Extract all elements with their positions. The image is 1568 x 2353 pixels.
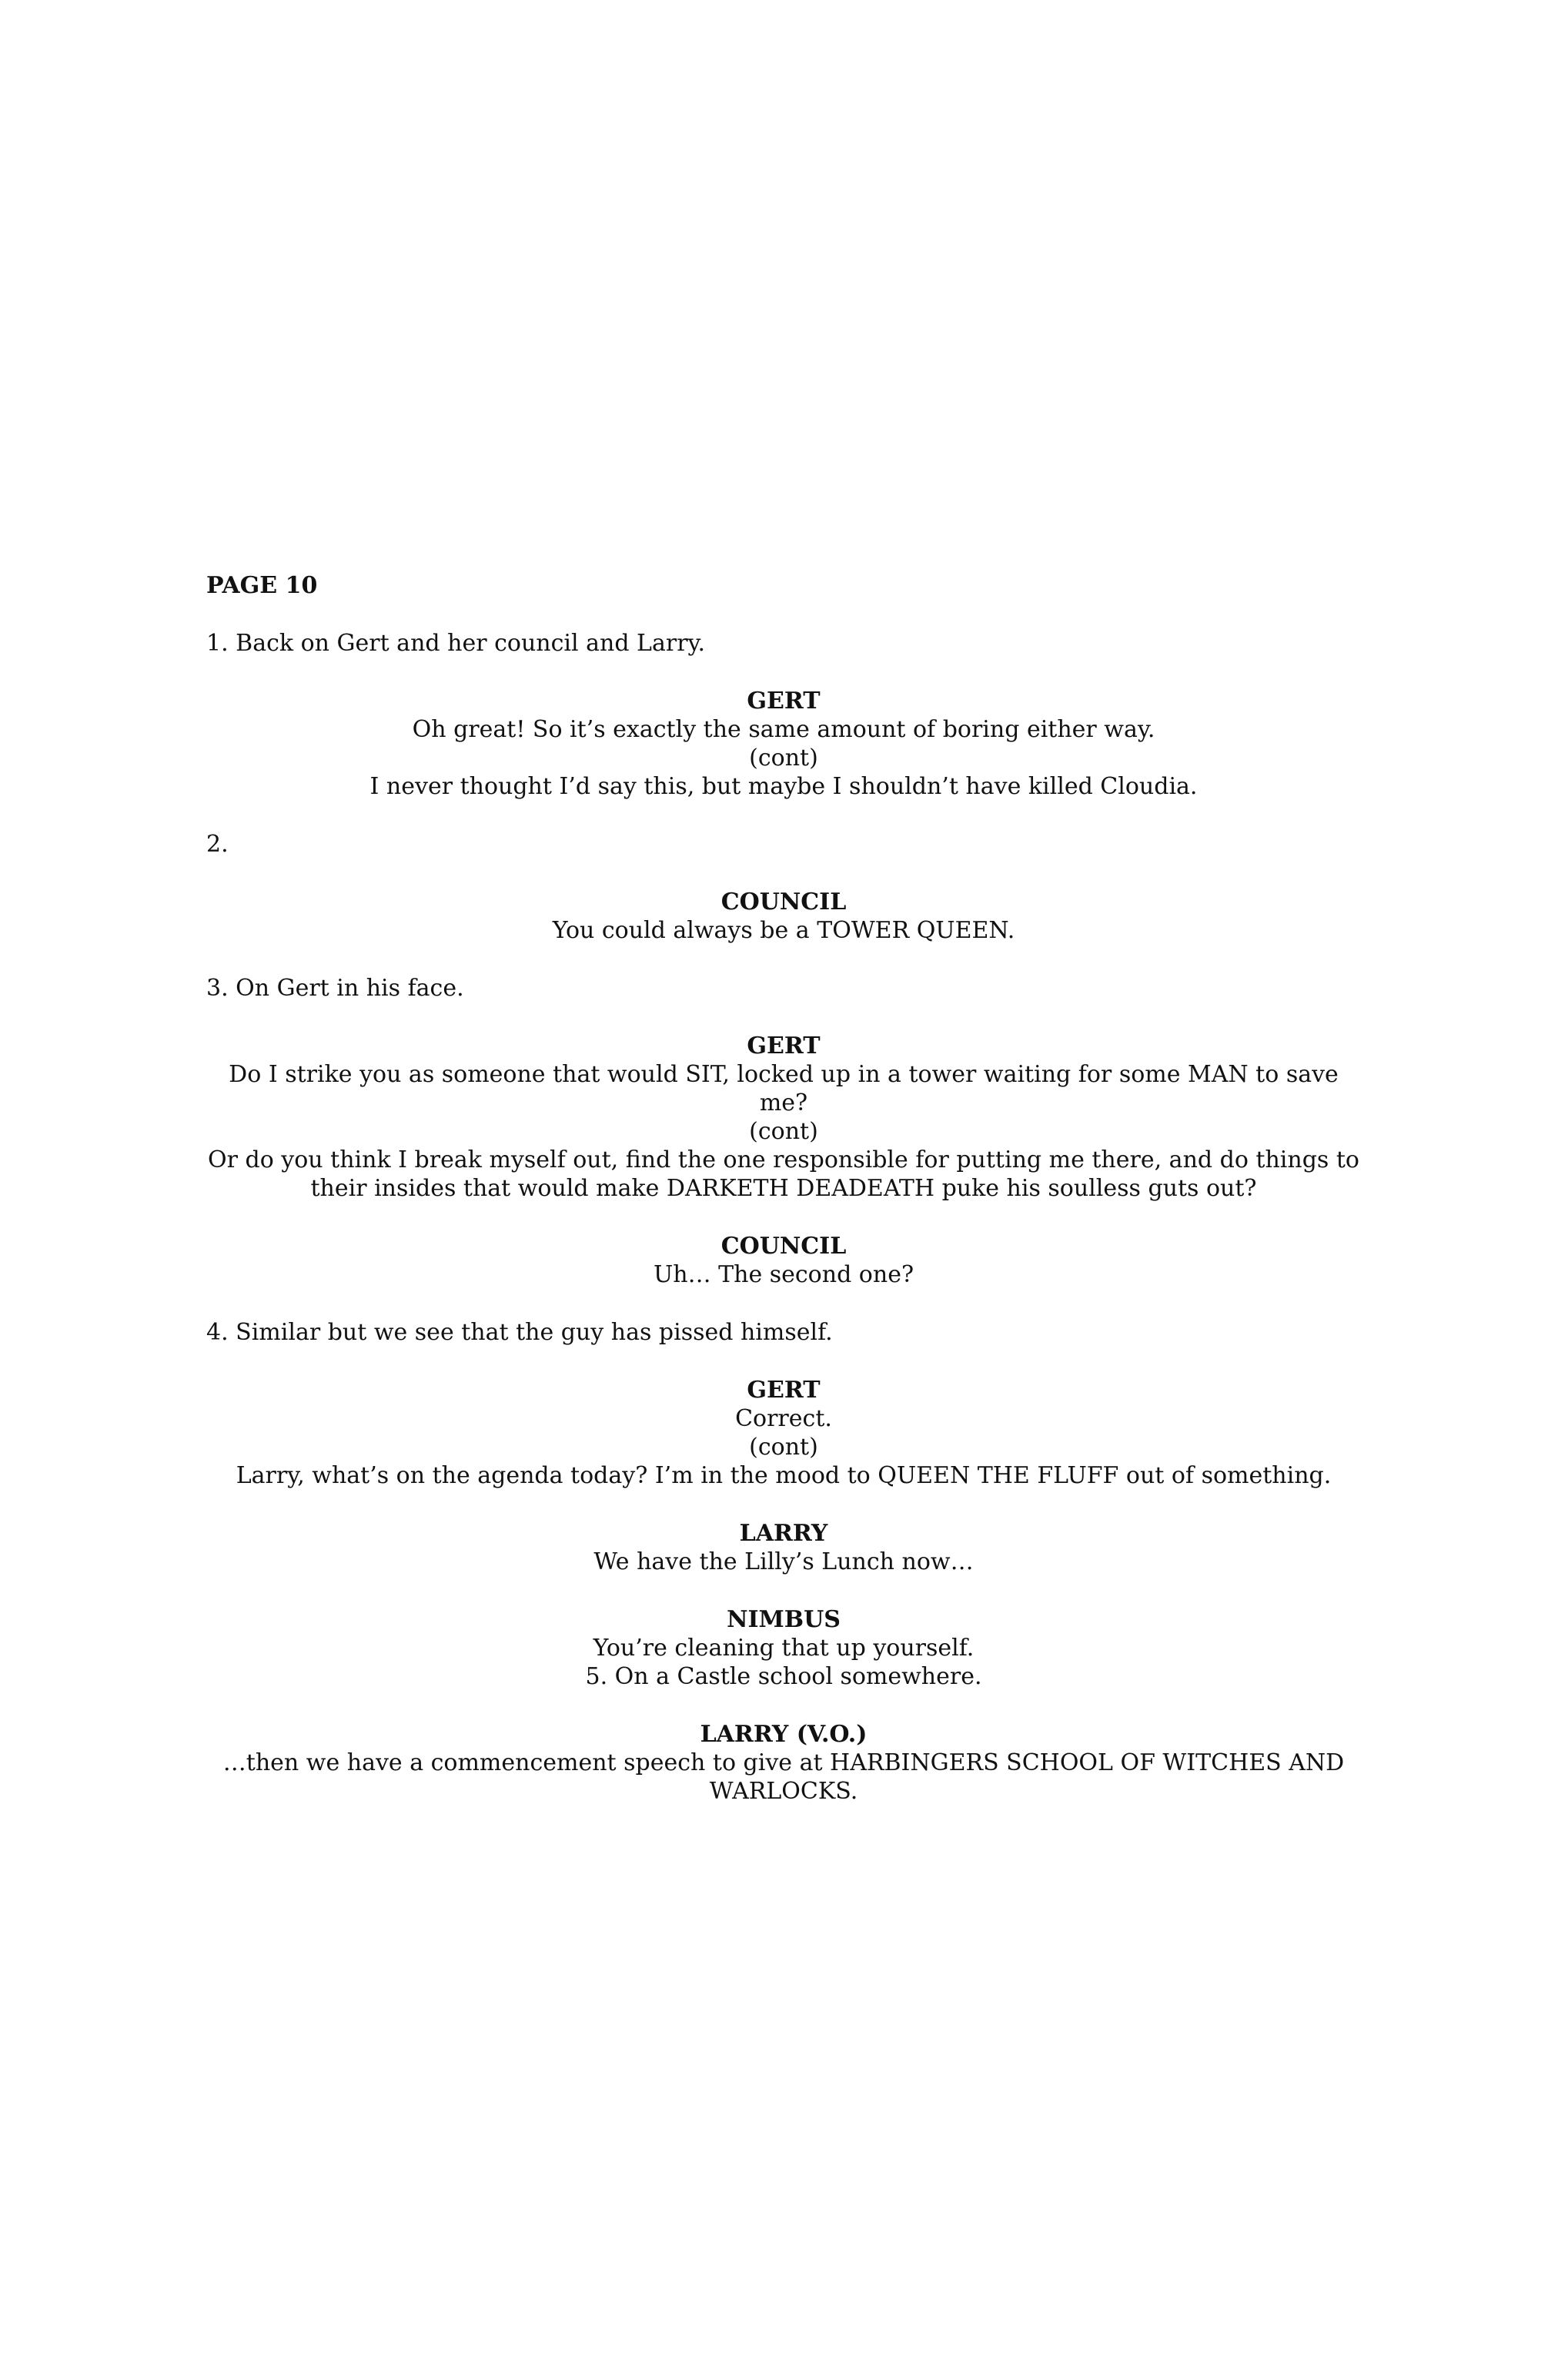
dialogue-line: We have the Lilly’s Lunch now… <box>593 1548 974 1575</box>
page-heading: PAGE 10 <box>206 572 318 599</box>
dialogue-block-council-2 <box>206 1232 1361 1289</box>
panel-description-1: 1. Back on Gert and her council and Larry. <box>206 630 706 657</box>
dialogue-line: Do I strike you as someone that would SIT, locked up in a tower waiting for some MAN to save me? <box>229 1061 1339 1116</box>
dialogue-line: 5. On a Castle school somewhere. <box>585 1663 982 1690</box>
speaker-name: COUNCIL <box>720 1233 847 1260</box>
speaker-name: COUNCIL <box>720 889 847 915</box>
speaker-name: GERT <box>747 1033 821 1059</box>
parenthetical: (cont) <box>749 1118 818 1145</box>
dialogue-line: Uh… The second one? <box>653 1261 914 1288</box>
dialogue-line: Correct. <box>735 1405 832 1432</box>
dialogue-block-gert-3 <box>206 1376 1361 1490</box>
dialogue-block-nimbus-1 <box>206 1605 1361 1691</box>
script-content <box>206 571 1361 1835</box>
dialogue-block-larry-vo <box>206 1720 1361 1806</box>
dialogue-line: Larry, what’s on the agenda today? I’m in the mood to QUEEN THE FLUFF out of something. <box>236 1462 1332 1489</box>
dialogue-block-gert-1 <box>206 687 1361 801</box>
dialogue-block-council-1 <box>206 888 1361 945</box>
parenthetical: (cont) <box>749 745 818 772</box>
panel-description-4: 4. Similar but we see that the guy has pissed himself. <box>206 1319 833 1346</box>
dialogue-line: …then we have a commencement speech to give at HARBINGERS SCHOOL OF WITCHES AND <box>222 1749 1345 1776</box>
speaker-name: LARRY <box>739 1520 828 1547</box>
dialogue-line: You’re cleaning that up yourself. <box>593 1635 975 1662</box>
speaker-name: GERT <box>747 1377 821 1404</box>
dialogue-line: I never thought I’d say this, but maybe I shouldn’t have killed Cloudia. <box>369 773 1198 800</box>
panel-description-3: 3. On Gert in his face. <box>206 975 464 1002</box>
speaker-name: GERT <box>747 688 821 715</box>
dialogue-line: their insides that would make DARKETH DEADEATH puke his soulless guts out? <box>310 1175 1257 1202</box>
dialogue-line: You could always be a TOWER QUEEN. <box>552 917 1015 944</box>
speaker-name: LARRY (V.O.) <box>700 1721 868 1748</box>
dialogue-block-larry-1 <box>206 1519 1361 1576</box>
dialogue-block-gert-2 <box>206 1032 1361 1203</box>
speaker-name: NIMBUS <box>727 1606 841 1633</box>
dialogue-line: WARLOCKS. <box>709 1778 858 1805</box>
panel-description-2: 2. <box>206 831 229 858</box>
dialogue-line: Or do you think I break myself out, find the one responsible for putting me there, and do things to <box>208 1146 1359 1173</box>
parenthetical: (cont) <box>749 1434 818 1461</box>
dialogue-line: Oh great! So it’s exactly the same amount of boring either way. <box>412 716 1155 743</box>
